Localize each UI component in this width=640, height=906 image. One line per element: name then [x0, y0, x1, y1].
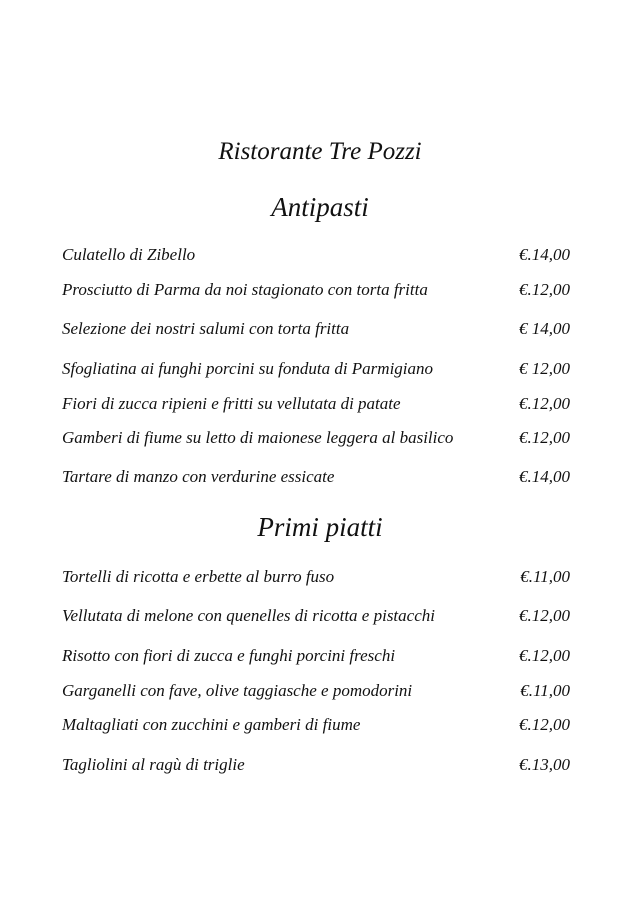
- menu-item: [62, 714, 570, 736]
- menu-item: [62, 466, 570, 488]
- item-name: Fiori di zucca ripieni e fritti su vellutata di patate: [62, 394, 401, 413]
- item-name: Maltagliati con zucchini e gamberi di fiume: [62, 715, 361, 734]
- item-name: Prosciutto di Parma da noi stagionato con torta fritta: [62, 280, 428, 299]
- menu-item: [62, 605, 570, 627]
- item-price: €.12,00: [519, 394, 570, 413]
- menu-item: [62, 318, 570, 340]
- item-price: €.12,00: [519, 646, 570, 665]
- menu-item: [62, 680, 570, 702]
- item-price: €.11,00: [520, 567, 570, 586]
- item-price: €.12,00: [519, 428, 570, 447]
- item-name: Tartare di manzo con verdurine essicate: [62, 467, 335, 486]
- menu-item: [62, 393, 570, 415]
- menu-item: [62, 566, 570, 588]
- item-price: €.14,00: [519, 245, 570, 264]
- item-price: €.12,00: [519, 280, 570, 299]
- menu-item: [62, 754, 570, 776]
- item-name: Culatello di Zibello: [62, 245, 196, 264]
- menu-item: [62, 358, 570, 380]
- item-name: Tagliolini al ragù di triglie: [62, 755, 245, 774]
- item-name: Tortelli di ricotta e erbette al burro fuso: [62, 567, 335, 586]
- item-price: €.12,00: [519, 606, 570, 625]
- item-name: Gamberi di fiume su letto di maionese leggera al basilico: [62, 428, 454, 447]
- item-price: €.11,00: [520, 681, 570, 700]
- item-name: Risotto con fiori di zucca e funghi porcini freschi: [62, 646, 396, 665]
- item-price: €.14,00: [519, 467, 570, 486]
- item-name: Sfogliatina ai funghi porcini su fonduta di Parmigiano: [62, 359, 434, 378]
- item-price: € 14,00: [519, 319, 570, 338]
- section-title-antipasti: Antipasti: [271, 192, 369, 222]
- menu-item: [62, 244, 570, 266]
- item-price: €.13,00: [519, 755, 570, 774]
- menu-item: [62, 427, 570, 449]
- item-price: €.12,00: [519, 715, 570, 734]
- item-name: Vellutata di melone con quenelles di ricotta e pistacchi: [62, 606, 435, 625]
- item-name: Selezione dei nostri salumi con torta fritta: [62, 319, 350, 338]
- restaurant-name: Ristorante Tre Pozzi: [218, 138, 422, 165]
- item-name: Garganelli con fave, olive taggiasche e pomodorini: [62, 681, 413, 700]
- item-price: € 12,00: [519, 359, 570, 378]
- section-title-primi-piatti: Primi piatti: [257, 512, 383, 542]
- menu-item: [62, 279, 570, 301]
- menu-item: [62, 645, 570, 667]
